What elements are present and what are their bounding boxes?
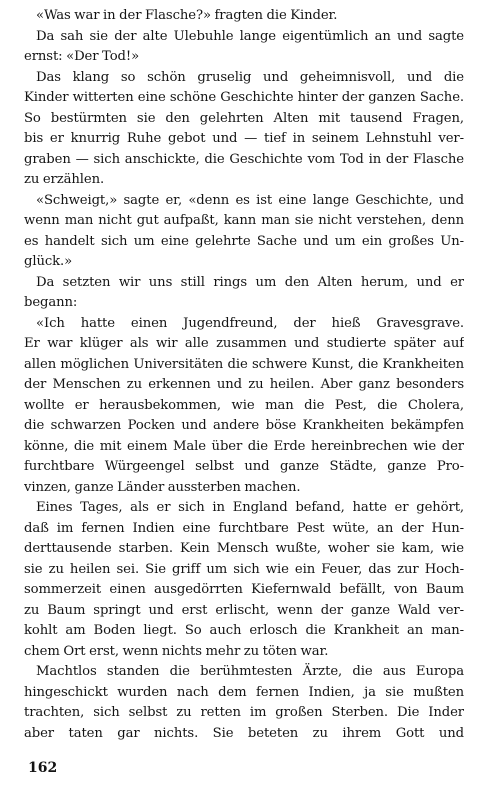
text-line: sie zu heilen sei. Sie griff um sich wie ein Feuer, das zur Hoch- <box>24 561 464 577</box>
page-number: 162 <box>28 760 58 776</box>
text-line: derttausende starben. Kein Mensch wußte, woher sie kam, wie <box>24 541 464 556</box>
text-line: «Ich hatte einen Jugendfreund, der hieß Gravesgrave. <box>36 315 464 331</box>
text-line: könne, die mit einem Male über die Erde hereinbrechen wie der <box>24 438 464 454</box>
text-line: daß im fernen Indien eine furchtbare Pest wüte, an der Hun- <box>24 520 464 536</box>
text-line: ernst: «Der Tod!» <box>24 49 140 64</box>
text-line: kohlt am Boden liegt. So auch erlosch die Krankheit an man- <box>24 623 464 638</box>
text-line: graben — sich anschickte, die Geschichte vom Tod in der Flasche <box>24 151 464 167</box>
text-line: wenn man nicht gut aufpaßt, kann man sie nicht verstehen, denn <box>24 213 464 228</box>
text-line: Da sah sie der alte Ulebuhle lange eigentümlich an und sagte <box>36 28 464 44</box>
text-line: es handelt sich um eine gelehrte Sache und um ein großes Un- <box>24 233 464 249</box>
text-line: die schwarzen Pocken und andere böse Krankheiten bekämpfen <box>24 418 464 433</box>
text-line: glück.» <box>24 254 73 269</box>
text-line: Das klang so schön gruselig und geheimnisvoll, und die <box>36 69 464 85</box>
text-line: Da setzten wir uns still rings um den Alten herum, und er <box>36 274 464 290</box>
text-line: bis er knurrig Ruhe gebot und — tief in seinem Lehnstuhl ver- <box>24 131 464 146</box>
text-line: zu erzählen. <box>24 172 105 187</box>
body-text <box>24 6 464 744</box>
text-line: Kinder witterten eine schöne Geschichte hinter der ganzen Sache. <box>24 90 464 105</box>
text-line: trachten, sich selbst zu retten im großen Sterben. Die Inder <box>24 705 464 720</box>
text-line: So bestürmten sie den gelehrten Alten mit tausend Fragen, <box>24 110 464 126</box>
text-line: hingeschickt wurden nach dem fernen Indien, ja sie mußten <box>24 684 464 700</box>
text-line: Eines Tages, als er sich in England befand, hatte er gehört, <box>36 500 464 515</box>
text-line: Er war klüger als wir alle zusammen und studierte später auf <box>24 336 464 351</box>
text-line: vinzen, ganze Länder aussterben machen. <box>24 479 301 495</box>
text-line: chem Ort erst, wenn nichts mehr zu töten war. <box>24 643 329 659</box>
text-line: der Menschen zu erkennen und zu heilen. Aber ganz besonders <box>24 377 464 392</box>
text-line: begann: <box>24 295 78 310</box>
text-line: zu Baum springt und erst erlischt, wenn der ganze Wald ver- <box>24 602 464 618</box>
text-line: aber taten gar nichts. Sie beteten zu ihrem Gott und <box>24 725 464 741</box>
text-line: allen möglichen Universitäten die schwere Kunst, die Krankheiten <box>24 356 464 372</box>
text-line: «Was war in der Flasche?» fragten die Kinder. <box>36 8 338 23</box>
text-line: sommerzeit einen ausgedörrten Kiefernwald befällt, von Baum <box>24 582 464 597</box>
text-line: «Schweigt,» sagte er, «denn es ist eine lange Geschichte, und <box>36 192 464 208</box>
text-line: furchtbare Würgeengel selbst und ganze Städte, ganze Pro- <box>24 459 464 474</box>
text-line: wollte er herausbekommen, wie man die Pest, die Cholera, <box>24 397 464 413</box>
text-line: Machtlos standen die berühmtesten Ärzte, die aus Europa <box>36 664 464 679</box>
